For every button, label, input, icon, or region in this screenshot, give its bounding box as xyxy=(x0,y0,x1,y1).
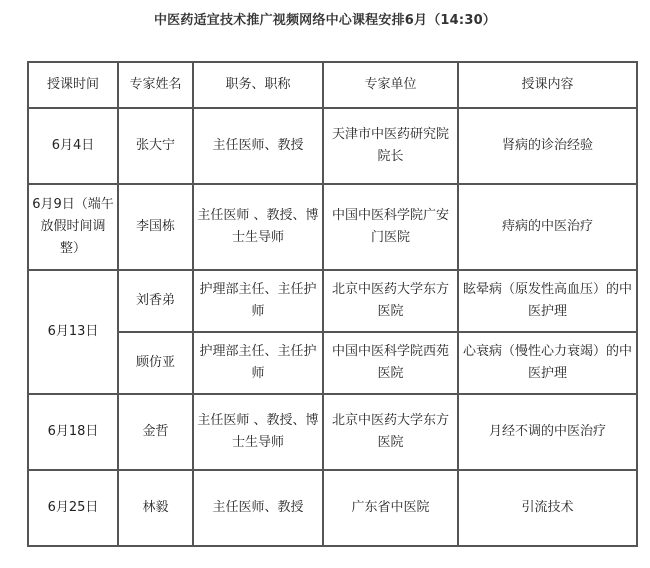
cell-date: 6月9日（端午放假时间调整） xyxy=(28,184,118,270)
cell-unit: 中国中医科学院广安门医院 xyxy=(323,184,458,270)
cell-unit: 北京中医药大学东方医院 xyxy=(323,394,458,470)
cell-position: 护理部主任、主任护师 xyxy=(193,332,323,394)
table-header-row xyxy=(28,62,637,108)
cell-date: 6月18日 xyxy=(28,394,118,470)
header-expert-name: 专家姓名 xyxy=(118,62,193,108)
cell-position: 主任医师、教授 xyxy=(193,470,323,546)
cell-content: 引流技术 xyxy=(458,470,637,546)
cell-content: 肾病的诊治经验 xyxy=(458,108,637,184)
course-schedule-table xyxy=(27,61,638,547)
cell-expert-name: 顾仿亚 xyxy=(118,332,193,394)
cell-expert-name: 金哲 xyxy=(118,394,193,470)
cell-position: 护理部主任、主任护师 xyxy=(193,270,323,332)
cell-date: 6月13日 xyxy=(28,270,118,394)
cell-content: 眩晕病（原发性高血压）的中医护理 xyxy=(458,270,637,332)
cell-position: 主任医师 、教授、博士生导师 xyxy=(193,394,323,470)
cell-expert-name: 张大宁 xyxy=(118,108,193,184)
cell-date: 6月4日 xyxy=(28,108,118,184)
table-row xyxy=(28,394,637,470)
cell-content: 月经不调的中医治疗 xyxy=(458,394,637,470)
cell-unit: 北京中医药大学东方医院 xyxy=(323,270,458,332)
cell-expert-name: 刘香弟 xyxy=(118,270,193,332)
cell-position: 主任医师、教授 xyxy=(193,108,323,184)
cell-unit: 广东省中医院 xyxy=(323,470,458,546)
cell-expert-name: 林毅 xyxy=(118,470,193,546)
header-position: 职务、职称 xyxy=(193,62,323,108)
cell-content: 痔病的中医治疗 xyxy=(458,184,637,270)
cell-unit: 中国中医科学院西苑医院 xyxy=(323,332,458,394)
table-row xyxy=(28,470,637,546)
table-row xyxy=(28,332,637,394)
header-time: 授课时间 xyxy=(28,62,118,108)
cell-date: 6月25日 xyxy=(28,470,118,546)
page-title: 中医药适宜技术推广视频网络中心课程安排6月（14:30） xyxy=(153,13,497,28)
table-row xyxy=(28,270,637,332)
cell-content: 心衰病（慢性心力衰竭）的中医护理 xyxy=(458,332,637,394)
cell-unit: 天津市中医药研究院院长 xyxy=(323,108,458,184)
cell-position: 主任医师 、教授、博士生导师 xyxy=(193,184,323,270)
header-unit: 专家单位 xyxy=(323,62,458,108)
header-content: 授课内容 xyxy=(458,62,637,108)
table-row xyxy=(28,108,637,184)
cell-expert-name: 李国栋 xyxy=(118,184,193,270)
table-row xyxy=(28,184,637,270)
